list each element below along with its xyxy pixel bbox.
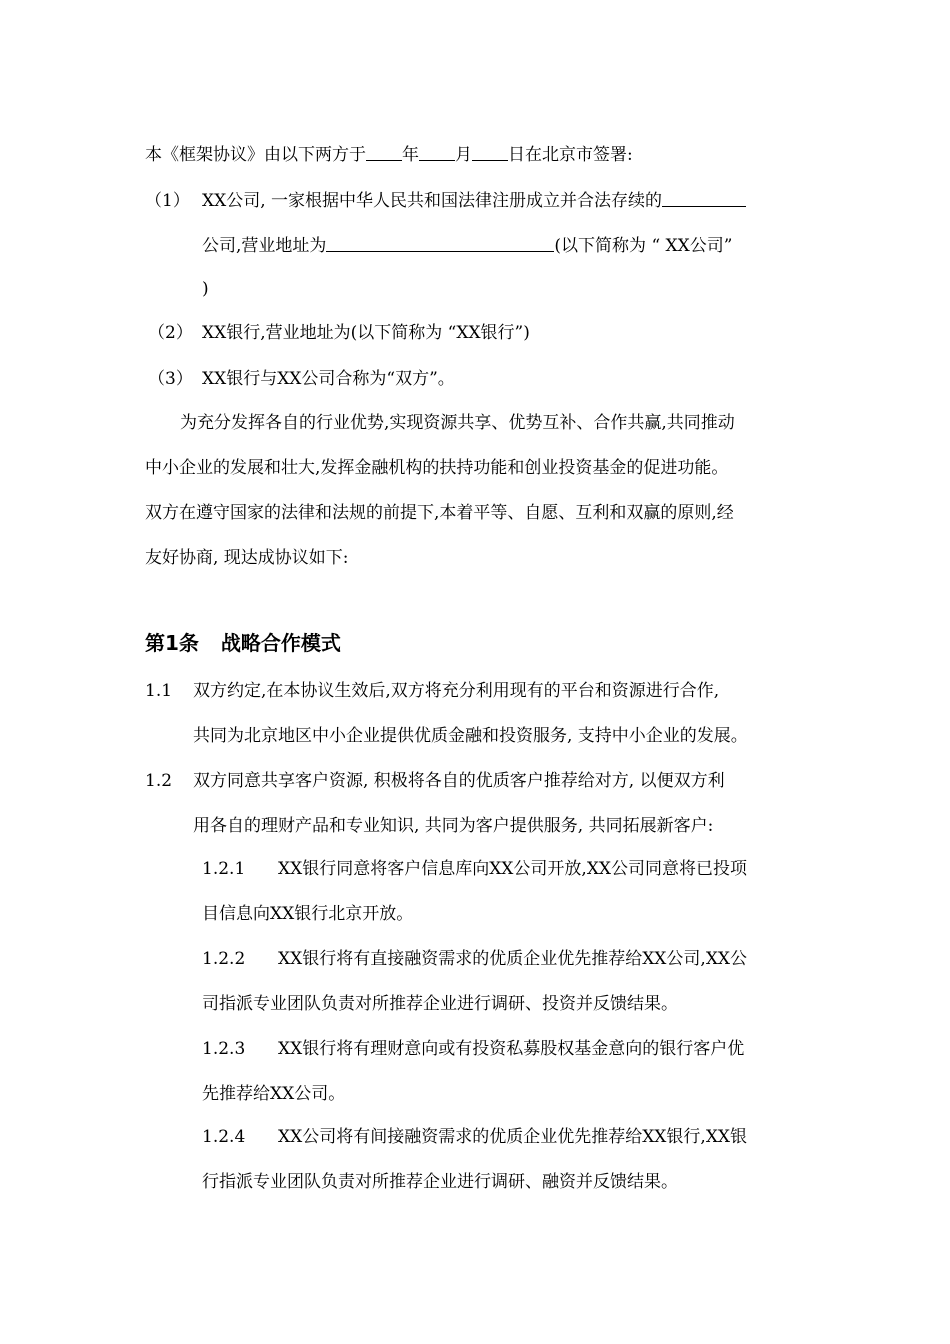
intro-suffix: 日在北京市签署: (508, 145, 633, 165)
purpose-line-3: 双方在遵守国家的法律和法规的前提下,本着平等、自愿、互利和双赢的原则,经 (145, 503, 734, 523)
address-blank (326, 235, 554, 252)
party-1-text: XX公司, 一家根据中华人民共和国法律注册成立并合法存续的 (202, 191, 663, 211)
month-blank (419, 144, 455, 161)
subclause-1-2-1-line-2: 目信息向XX银行北京开放。 (202, 904, 414, 924)
intro-line (145, 144, 633, 166)
subclause-1-2-4-number: 1.2.4 (202, 1127, 246, 1147)
party-3-text: XX银行与XX公司合称为“双方”。 (202, 369, 455, 389)
clause-1-2-line-1: 双方同意共享客户资源, 积极将各自的优质客户推荐给对方, 以便双方利 (193, 771, 725, 791)
subclause-1-2-3-line-2: 先推荐给XX公司。 (202, 1084, 346, 1104)
intro-month: 月 (455, 145, 472, 165)
purpose-line-2: 中小企业的发展和壮大,发挥金融机构的扶持功能和创业投资基金的促进功能。 (145, 458, 729, 478)
party-1-line1 (202, 190, 746, 212)
party-2-text: XX银行,营业地址为(以下简称为 “XX银行”) (202, 323, 530, 343)
subclause-1-2-2-line-1: XX银行将有直接融资需求的优质企业优先推荐给XX公司,XX公 (278, 949, 748, 969)
clause-1-2-line-2: 用各自的理财产品和专业知识, 共同为客户提供服务, 共同拓展新客户: (193, 816, 714, 836)
company-type-blank (662, 190, 746, 207)
party-1-address-label: 公司,营业地址为 (202, 236, 327, 256)
subclause-1-2-3-number: 1.2.3 (202, 1039, 246, 1059)
day-blank (472, 144, 508, 161)
party-1-number: （1） (145, 191, 190, 211)
purpose-line-4: 友好协商, 现达成协议如下: (145, 548, 349, 568)
party-1-line3: ) (202, 279, 209, 299)
clause-1-2-number: 1.2 (145, 771, 173, 791)
subclause-1-2-2-line-2: 司指派专业团队负责对所推荐企业进行调研、投资并反馈结果。 (202, 994, 678, 1014)
subclause-1-2-1-line-1: XX银行同意将客户信息库向XX公司开放,XX公司同意将已投项 (278, 859, 748, 879)
subclause-1-2-1-number: 1.2.1 (202, 859, 246, 879)
intro-year: 年 (402, 145, 419, 165)
clause-1-1-number: 1.1 (145, 681, 173, 701)
clause-1-1-line-2: 共同为北京地区中小企业提供优质金融和投资服务, 支持中小企业的发展。 (193, 726, 748, 746)
subclause-1-2-2-number: 1.2.2 (202, 949, 246, 969)
subclause-1-2-3-line-1: XX银行将有理财意向或有投资私募股权基金意向的银行客户优 (278, 1039, 745, 1059)
party-1-line2 (202, 235, 732, 257)
purpose-line-1: 为充分发挥各自的行业优势,实现资源共享、优势互补、合作共赢,共同推动 (180, 413, 735, 433)
party-2-number: （2） (148, 323, 193, 343)
subclause-1-2-4-line-1: XX公司将有间接融资需求的优质企业优先推荐给XX银行,XX银 (278, 1127, 748, 1147)
intro-prefix: 本《框架协议》由以下两方于 (145, 145, 366, 165)
article-1-title: 战略合作模式 (220, 631, 341, 655)
clause-1-1-line-1: 双方约定,在本协议生效后,双方将充分利用现有的平台和资源进行合作, (193, 681, 720, 701)
subclause-1-2-4-line-2: 行指派专业团队负责对所推荐企业进行调研、融资并反馈结果。 (202, 1172, 678, 1192)
party-3-number: （3） (148, 369, 193, 389)
article-1-number: 第1条 (145, 631, 199, 655)
year-blank (366, 144, 402, 161)
party-1-alias: (以下简称为 “ XX公司” (554, 236, 733, 256)
article-1-heading (145, 630, 341, 656)
